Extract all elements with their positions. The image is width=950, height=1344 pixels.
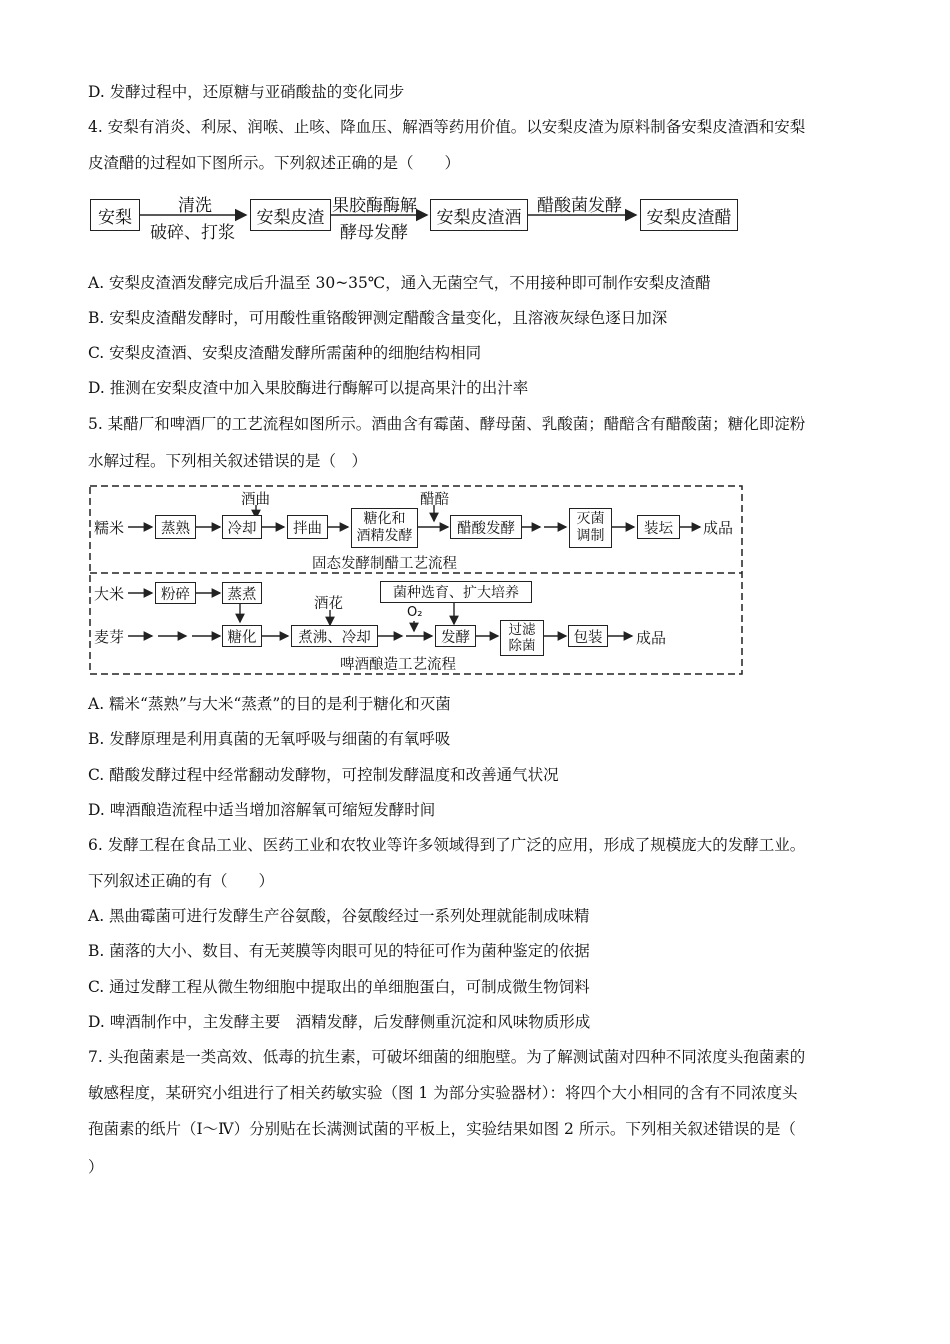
question-line: 7. 头孢菌素是一类高效、低毒的抗生素，可破坏细菌的细胞壁。为了解测试菌对四种不同浓度头孢菌素的 [88,1048,806,1066]
option-line: B. 安梨皮渣醋发酵时，可用酸性重铬酸钾测定醋酸含量变化，且溶液灰绿色逐日加深 [88,309,668,327]
beer-caption: 啤酒酿造工艺流程 [340,657,456,673]
option-line: C. 醋酸发酵过程中经常翻动发酵物，可控制发酵温度和改善通气状况 [88,766,559,784]
option-line: D. 啤酒制作中，主发酵主要 酒精发酵，后发酵侧重沉淀和风味物质形成 [88,1013,591,1031]
option-line: B. 发酵原理是利用真菌的无氧呼吸与细菌的有氧呼吸 [88,730,451,748]
beer-saccharify-box: 糖化 [222,625,262,647]
question-line: 孢菌素的纸片（Ⅰ～Ⅳ）分别贴在长满测试菌的平板上，实验结果如图 2 所示。下列相关叙述错误的是（ [88,1120,796,1138]
filter-line1: 过滤 [508,622,536,638]
pack-box: 包装 [568,625,608,647]
strain-breeding-box: 菌种选育、扩大培养 [380,581,532,603]
crush-label: 破碎、打浆 [150,223,235,243]
option-line: A. 安梨皮渣酒发酵完成后升温至 30~35℃，通入无菌空气，不用接种即可制作安梨皮渣醋 [88,274,711,292]
saccharify-ferment-box [351,508,418,548]
question-line: 皮渣醋的过程如下图所示。下列叙述正确的是（ ） [88,154,461,172]
saccharify-line2: 酒精发酵 [356,528,413,544]
pomace-box: 安梨皮渣 [250,199,331,231]
yeast-label: 酵母发酵 [340,223,408,243]
crush-box: 粉碎 [155,582,196,604]
acetobacter-label: 醋酸菌发酵 [537,196,622,216]
malt-label: 麦芽 [94,628,125,646]
vinegar-caption: 固态发酵制醋工艺流程 [312,556,457,572]
option-line: A. 黑曲霉菌可进行发酵生产谷氨酸，谷氨酸经过一系列处理就能制成味精 [88,907,590,925]
option-line: B. 菌落的大小、数目、有无荚膜等肉眼可见的特征可作为菌种鉴定的依据 [88,942,590,960]
option-line: D. 啤酒酿造流程中适当增加溶解氧可缩短发酵时间 [88,801,436,819]
question-line: D. 发酵过程中，还原糖与亚硝酸盐的变化同步 [88,83,405,101]
question-line: 敏感程度，某研究小组进行了相关药敏实验（图 1 为部分实验器材）：将四个大小相同的含有不同浓度头 [88,1084,798,1102]
boil-cool-box: 煮沸、冷却 [291,625,378,647]
question-line: ） [88,1158,104,1176]
rice-label: 大米 [94,585,125,603]
option-line: C. 通过发酵工程从微生物细胞中提取出的单细胞蛋白，可制成微生物饲料 [88,978,590,996]
sterilize-box [569,508,612,548]
sterilize-line2: 调制 [576,528,605,544]
steamed-box: 蒸熟 [155,515,196,539]
question-line: 6. 发酵工程在食品工业、医药工业和农牧业等许多领域得到了广泛的应用，形成了规模庞大的发酵工业。 [88,836,806,854]
question-line: 下列叙述正确的有（ ） [88,872,275,890]
option-line: A. 糯米“蒸熟”与大米“蒸煮”的目的是利于糖化和灭菌 [88,695,451,713]
o2-label: O₂ [407,605,423,620]
acetic-ferment-box: 醋酸发酵 [450,515,522,539]
pear-box: 安梨 [90,199,140,231]
beer-product-label: 成品 [636,629,667,647]
mix-box: 拌曲 [287,515,328,539]
pomace-wine-box: 安梨皮渣酒 [430,199,528,231]
cool-box: 冷却 [222,515,262,539]
beer-ferment-box: 发酵 [435,625,476,647]
filter-box [500,620,544,656]
filter-line2: 除菌 [508,638,536,654]
jar-box: 装坛 [637,515,680,539]
hops-label: 酒花 [314,596,343,612]
vinegar-product-label: 成品 [703,519,734,537]
pectinase-label: 果胶酶酶解 [332,196,417,216]
question-line: 5. 某醋厂和啤酒厂的工艺流程如图所示。酒曲含有霉菌、酵母菌、乳酸菌；醋醅含有醋酸菌；糖化即淀粉 [88,415,806,433]
cook-box: 蒸煮 [222,582,262,604]
wash-label: 清洗 [178,196,212,216]
saccharify-line1: 糖化和 [363,511,406,527]
option-line: C. 安梨皮渣酒、安梨皮渣醋发酵所需菌种的细胞结构相同 [88,344,482,362]
sterilize-line1: 灭菌 [576,511,605,527]
cupei-label: 醋醅 [420,492,449,508]
glutinous-rice-label: 糯米 [94,519,125,537]
option-line: D. 推测在安梨皮渣中加入果胶酶进行酶解可以提高果汁的出汁率 [88,379,529,397]
question-line: 水解过程。下列相关叙述错误的是（ ） [88,452,368,470]
pomace-vinegar-box: 安梨皮渣醋 [640,199,738,231]
question-line: 4. 安梨有消炎、利尿、润喉、止咳、降血压、解酒等药用价值。以安梨皮渣为原料制备安梨皮渣酒和安梨 [88,118,806,136]
jiuqu-label: 酒曲 [241,492,270,508]
